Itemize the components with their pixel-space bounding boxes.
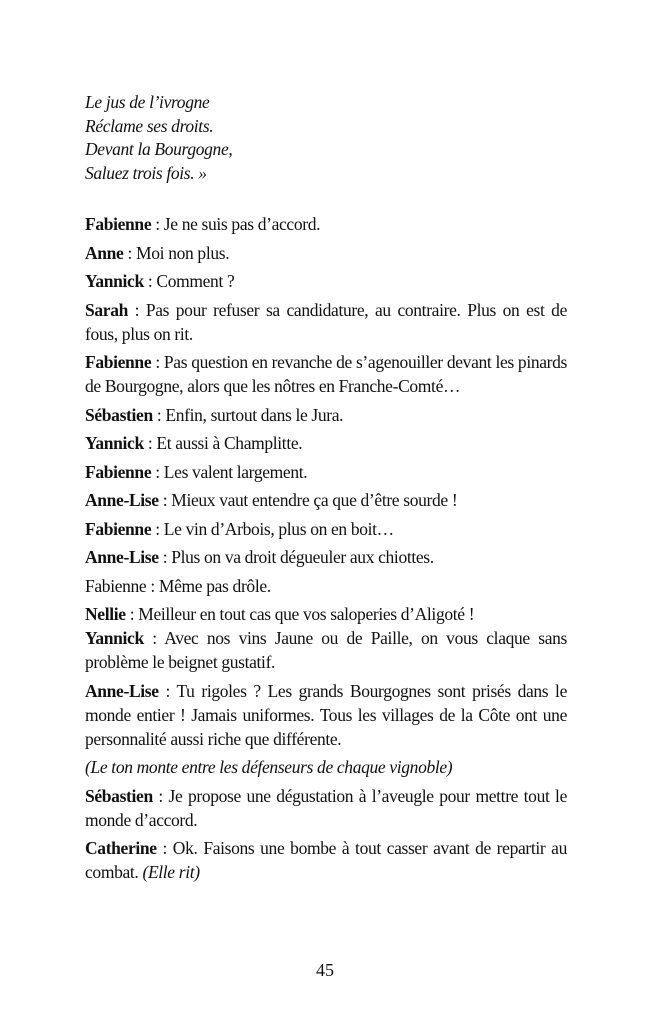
dialogue-line: [85, 488, 567, 512]
dialogue-text: : Moi non plus.: [123, 242, 230, 263]
dialogue-text: : Les valent largement.: [151, 461, 308, 482]
dialogue-line: Fabienne : Même pas drôle.: [85, 575, 271, 596]
dialogue-line: [85, 626, 567, 674]
speaker-name: Fabienne: [85, 518, 152, 539]
dialogue-line: [85, 241, 567, 265]
poem-line: Le jus de l’ivrogne: [85, 92, 210, 112]
dialogue-text: : Je propose une dégustation à l’aveugle pour mettre tout le monde d’accord.: [85, 785, 567, 830]
dialogue-line: [85, 679, 567, 751]
dialogue-text: : Tu rigoles ? Les grands Bourgognes sont prisés dans le monde entier ! Jamais uniformes. Tous les villages de la Côte ont une personnalité aussi riche que différente.: [85, 680, 567, 749]
page-number: 45: [316, 960, 334, 980]
speaker-name: Anne-Lise: [85, 490, 159, 510]
dialogue-text: : Plus on va droit dégueuler aux chiottes.: [158, 547, 434, 567]
dialogue-line: [85, 350, 567, 398]
dialogue-line: [85, 269, 567, 293]
poem-line: Saluez trois fois. »: [85, 162, 207, 183]
poem-line: Réclame ses droits.: [85, 115, 214, 136]
dialogue-text: : Pas question en revanche de s’agenouiller devant les pinards de Bourgogne, alors que les nôtres en Franche-Comté…: [85, 352, 567, 396]
speaker-name: Nellie: [85, 604, 126, 624]
dialogue-line: [85, 403, 567, 427]
speaker-name: Fabienne: [85, 461, 152, 482]
dialogue-line: [85, 431, 567, 455]
speaker-name: Anne-Lise: [85, 680, 159, 701]
poem-stanza: [85, 90, 567, 184]
dialogue-line: [85, 212, 567, 236]
speaker-name: Yannick: [85, 628, 144, 648]
dialogue-line: [85, 784, 567, 832]
speaker-name: Anne-Lise: [85, 547, 159, 567]
speaker-name: Anne: [85, 242, 124, 263]
speaker-name: Sébastien: [85, 404, 153, 425]
inline-stage-direction: (Elle rit): [142, 862, 200, 882]
dialogue-text: : Meilleur en tout cas que vos saloperies d’Aligoté !: [125, 604, 475, 624]
dialogue-text: : Et aussi à Champlitte.: [143, 433, 303, 453]
speaker-name: Sarah: [85, 299, 128, 320]
dialogue-text: : Le vin d’Arbois, plus on en boit…: [151, 518, 394, 539]
dialogue-text: : Avec nos vins Jaune ou de Paille, on vous claque sans problème le beignet gustatif.: [85, 628, 567, 672]
dialogue-line: [85, 298, 567, 346]
dialogue-text: : Pas pour refuser sa candidature, au contraire. Plus on est de fous, plus on rit.: [85, 299, 567, 344]
dialogue-text: : Enfin, surtout dans le Jura.: [152, 404, 344, 425]
poem-line: Devant la Bourgogne,: [85, 139, 233, 159]
speaker-name: Yannick: [85, 433, 144, 453]
speaker-name: Yannick: [85, 271, 144, 291]
speaker-name: Sébastien: [85, 785, 153, 806]
dialogue-line: [85, 460, 567, 484]
dialogue-text: : Ok. Faisons une bombe à tout casser avant de repartir au combat.: [85, 838, 567, 882]
dialogue-line: [85, 836, 567, 884]
dialogue-line: [85, 602, 567, 626]
page-body: [85, 90, 567, 889]
speaker-name: Fabienne: [85, 214, 152, 234]
dialogue-text: : Mieux vaut entendre ça que d’être sourde !: [158, 490, 458, 510]
stage-direction: (Le ton monte entre les défenseurs de chaque vignoble): [85, 757, 453, 777]
dialogue-text: : Je ne suis pas d’accord.: [151, 214, 321, 234]
speaker-name: Fabienne: [85, 352, 152, 372]
dialogue-text: : Comment ?: [143, 271, 235, 291]
dialogue-line: [85, 517, 567, 541]
dialogue-line: [85, 545, 567, 569]
speaker-name: Catherine: [85, 838, 157, 858]
